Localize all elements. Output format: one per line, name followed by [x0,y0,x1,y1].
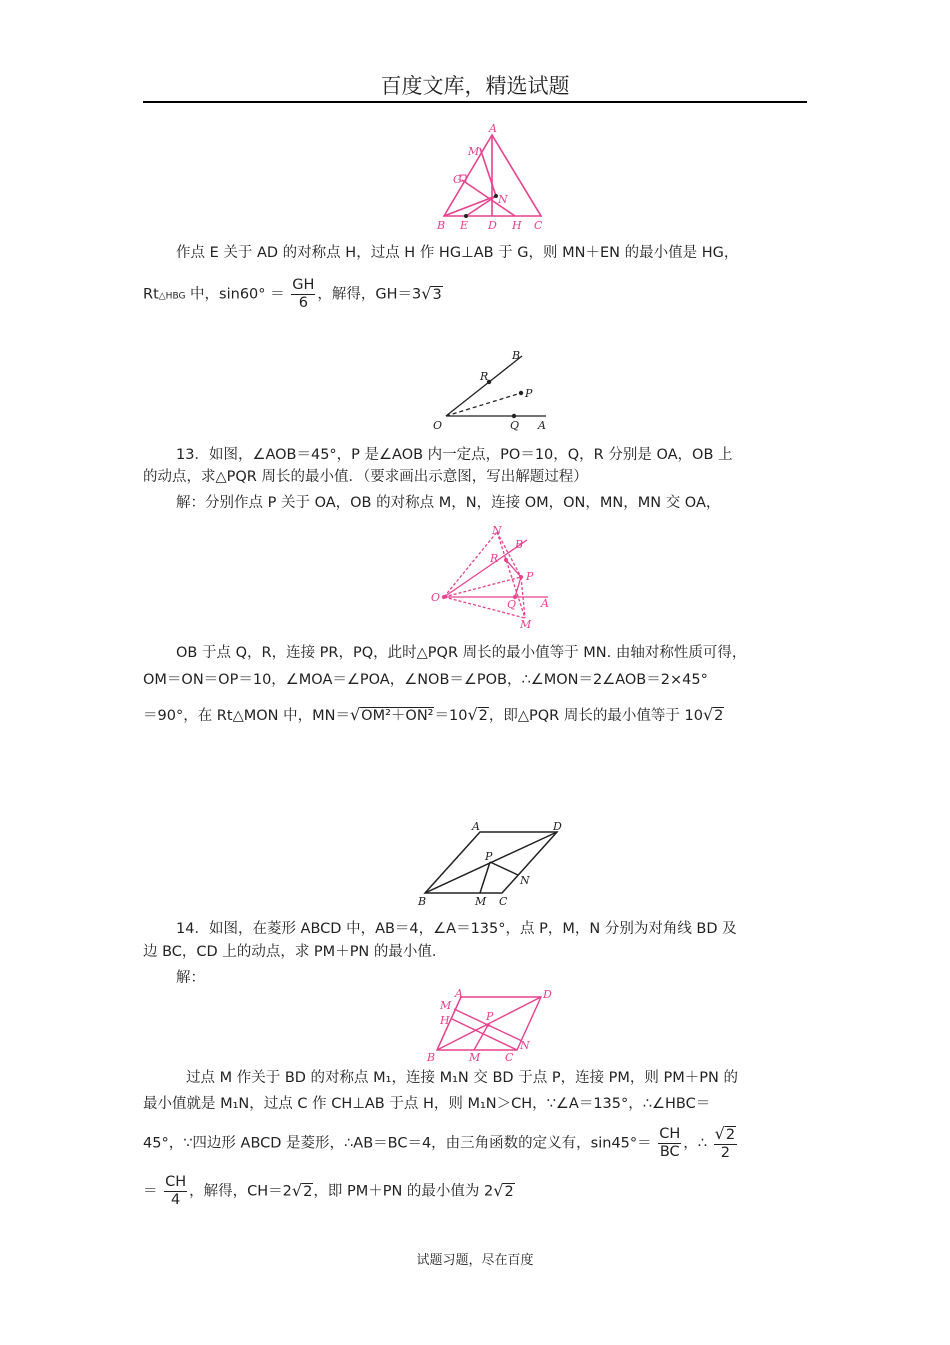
label-d: D [553,820,562,833]
fraction-numerator: CH [659,1126,681,1142]
fraction-denominator: 6 [298,295,308,311]
label-r: R [490,552,499,565]
sqrt-2-c: √2 [291,1180,313,1200]
label-c: C [499,895,508,908]
solution-14-line-2: 最小值就是 M₁N，过点 C 作 CH⊥AB 于点 H，则 M₁N＞CH，∵∠A＝135°，∴∠HBC＝ [143,1096,711,1112]
fraction-ch-over-bc [658,1126,681,1161]
label-b: B [512,349,521,362]
fraction-numerator: CH [165,1174,187,1190]
text-min-value: ，即 PM＋PN 的最小值为 2 [313,1183,494,1200]
figure-rhombus-solution [427,985,560,1065]
label-m: M [475,895,487,908]
label-m: M [468,145,480,158]
problem-13-line-3: 解：分别作点 P 关于 OA，OB 的对称点 M，N，连接 OM，ON，MN，MN 交 OA， [176,495,721,511]
label-n: N [492,524,502,537]
text-equals-10: ＝10 [434,708,468,724]
label-q: Q [507,598,517,611]
segment-qp [515,577,521,597]
figure-symmetric-points [425,520,560,630]
point-o-dot [442,595,446,599]
label-o: O [433,419,443,432]
label-o: O [431,591,441,604]
label-d: D [543,988,552,1001]
text-ch-result: ，解得，CH＝2 [189,1183,292,1200]
fraction-denominator: BC [659,1144,680,1160]
fraction-denominator: 4 [171,1192,181,1208]
solution-12-line-1: 作点 E 关于 AD 的对称点 H，过点 H 作 HG⊥AB 于 G，则 MN＋EN 的最小值是 HG， [176,245,739,261]
label-p: P [525,387,533,400]
label-e: E [460,219,469,232]
label-c: C [505,1051,514,1064]
segment-rp [506,560,521,577]
label-a: A [541,597,549,610]
label-n: N [520,1039,530,1052]
label-n: N [498,193,508,206]
ray-ob [446,356,522,416]
fraction-sqrt2-over-2 [714,1125,737,1162]
point-p-dot [519,391,523,395]
label-p: P [526,570,534,583]
label-q: Q [510,419,520,432]
text-equals: ＝ [143,1183,158,1200]
label-p: P [486,1010,494,1023]
solution-13-line-2: OM＝ON＝OP＝10，∠MOA＝∠POA，∠NOB＝∠POB，∴∠MON＝2∠AOB＝2×45° [143,672,708,688]
label-b: B [515,538,524,551]
segment-mn [480,148,496,196]
label-a: A [489,122,497,135]
text-rt-mon: ＝90°，在 Rt△MON 中，MN＝ [143,708,350,724]
point-p-dot [486,1023,490,1027]
label-c: C [534,219,543,232]
label-a: A [538,419,546,432]
problem-14-line-1: 14．如图，在菱形 ABCD 中，AB＝4，∠A＝135°，点 P，M，N 分别为对角线 BD 及 [176,921,737,937]
figure-rhombus [410,818,575,913]
point-q-dot [512,414,516,418]
sqrt-2-b: √2 [702,705,724,724]
fraction-numerator: GH [292,277,315,293]
page-header-title: 百度文库，精选试题 [380,74,570,98]
figure-triangle-abc [430,122,555,235]
label-h: H [512,219,522,232]
label-a: A [472,820,480,833]
sqrt-2-a: √2 [467,705,488,724]
sqrt-om-on: √OM²＋ON² [349,705,434,724]
label-r: R [480,370,489,383]
solution-13-line-3 [143,705,724,726]
label-b: B [418,895,427,908]
label-m: M [520,618,532,631]
problem-14-line-3: 解： [176,970,205,986]
figure-angle-aob [400,345,560,435]
fraction-numerator: √2 [714,1124,736,1143]
segment-op [444,577,521,597]
text-rt: Rt [143,286,159,303]
problem-13-line-2: 的动点，求△PQR 周长的最小值．（要求画出示意图，写出解题过程） [143,469,588,485]
label-m1: M [440,999,452,1012]
text-min-perimeter: ，即△PQR 周长的最小值等于 10 [488,708,703,724]
label-b: B [437,219,446,232]
fraction-denominator: 2 [720,1145,730,1161]
text-sin60: 中，sin60° ＝ [185,286,285,303]
segment-pm [474,1025,488,1050]
label-n: N [520,874,530,887]
problem-14-line-2: 边 BC，CD 上的动点，求 PM＋PN 的最小值. [143,944,437,960]
solution-14-line-3 [143,1125,739,1162]
point-r-dot [504,558,508,562]
solution-12-line-2 [143,277,443,312]
segment-op [446,393,521,416]
header-rule [143,101,807,103]
point-p-dot [519,575,523,579]
label-p: P [485,850,493,863]
text-sin45: 45°，∵四边形 ABCD 是菱形，∴AB＝BC＝4，由三角函数的定义有，sin45°＝ [143,1135,652,1152]
fraction-ch-over-4 [164,1174,187,1209]
sqrt-3: √3 [421,283,442,303]
label-g: G [453,173,462,186]
solution-13-line-1: OB 于点 Q，R，连接 PR，PQ，此时△PQR 周长的最小值等于 MN. 由轴对称性质可得， [176,645,747,661]
problem-13-line-1: 13．如图，∠AOB＝45°，P 是∠AOB 内一定点，PO＝10，Q，R 分别是 OA，OB 上 [176,447,733,463]
page-footer: 试题习题，尽在百度 [416,1253,534,1268]
solution-14-line-1: 过点 M 作关于 BD 的对称点 M₁，连接 M₁N 交 BD 于点 P，连接 PM，则 PM＋PN 的 [186,1070,738,1086]
label-b: B [427,1051,436,1064]
label-a: A [455,987,463,1000]
text-triangle-hbg: △HBG [158,291,186,302]
label-d: D [488,219,497,232]
point-e-dot [464,214,468,218]
solution-14-line-4 [143,1174,515,1209]
label-m: M [469,1051,481,1064]
sqrt-2-d: √2 [493,1180,514,1200]
text-therefore: ，∴ [683,1135,708,1152]
segment-pn [490,862,518,875]
text-gh-result: ，解得，GH＝3 [317,286,422,303]
label-h: H [440,1014,450,1027]
fraction-gh-over-6 [291,277,315,312]
